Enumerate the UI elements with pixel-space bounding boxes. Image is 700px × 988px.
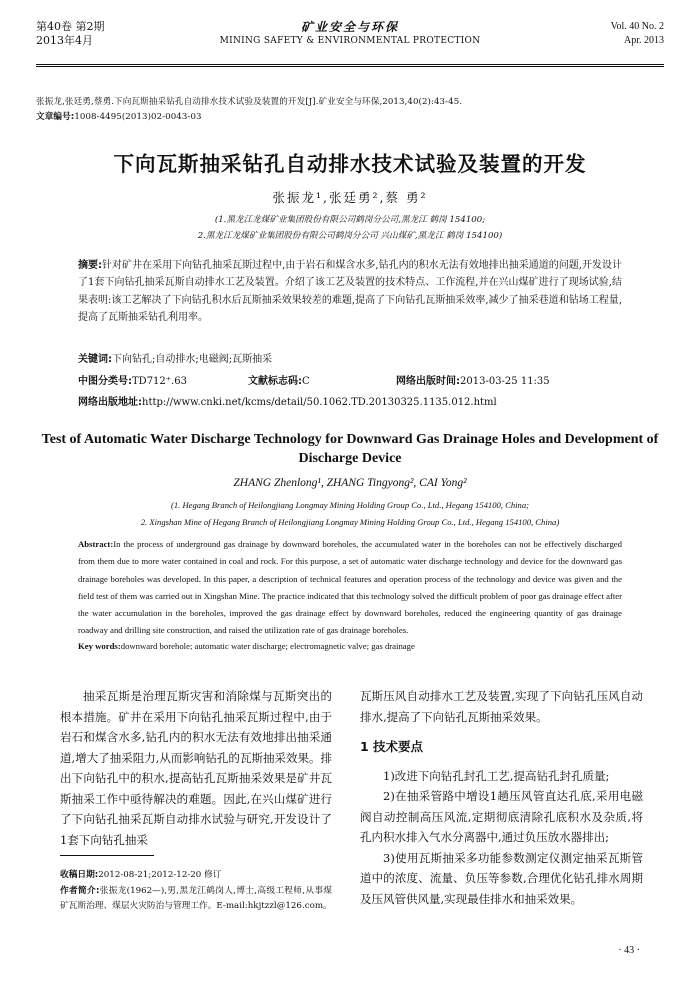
page-number: · 43 · [618, 945, 640, 956]
list-item: 1)改进下向钻孔封孔工艺,提高钻孔封孔质量; [383, 768, 610, 783]
date-en: Apr. 2013 [624, 35, 664, 46]
affiliation-cn-2: 2.黑龙江龙煤矿业集团股份有限公司鹤岗分公司 兴山煤矿,黑龙江 鹤岗 154100) [197, 231, 503, 241]
volume-cn: 第40卷 第2期 [36, 20, 105, 33]
citation-ref: 张振龙,张廷勇,蔡勇.下向瓦斯抽采钻孔自动排水技术试验及装置的开发[J].矿业安全与环保,2013,40(2):43-45. [36, 97, 463, 107]
bio-text: 张振龙(1962—),男,黑龙江鹤岗人,博士,高级工程师,从事煤矿瓦斯治理、煤层火灾防治与管理工作。E-mail:hkjtzzl@126.com。 [60, 885, 332, 911]
journal-name-en: MINING SAFETY & ENVIRONMENTAL PROTECTION [219, 36, 481, 46]
clc-value: TD712⁺.63 [132, 376, 187, 387]
keywords-en-text: downward borehole; automatic water discharge; electromagnetic valve; gas drainage [120, 641, 415, 651]
affiliation-en-1: (1. Hegang Branch of Heilongjiang Longmay Mining Holding Group Co., Ltd., Hegang 154100, China; [171, 500, 529, 510]
online-address [78, 393, 497, 408]
article-number-value: 1008-4495(2013)02-0043-03 [74, 112, 202, 122]
footnote-divider [60, 855, 154, 856]
list-item: 2)在抽采管路中增设1趟压风管直达孔底,采用电磁阀自动控制高压风流,定期彻底清除孔底积水及杂质,将孔内积水排入气水分离器中,通过负压放水器排出; [360, 789, 643, 844]
document-code [248, 372, 310, 387]
abstract-en [78, 536, 622, 640]
date-cn: 2013年4月 [36, 34, 93, 47]
keywords-en [78, 641, 415, 651]
received-value: 2012-08-21;2012-12-20 修订 [98, 870, 222, 880]
paper-title-cn: 下向瓦斯抽采钻孔自动排水技术试验及装置的开发 [113, 152, 587, 176]
abstract-en-text: In the process of underground gas drainage by downward boreholes, the accumulated water in the boreholes can not be effectively discharged from them due to more water contained in coal and rock. For this purpose, a set of automatic water discharge technology and device for the downward gas drainage boreholes was developed. In this paper, a description of technical features and operation process of the technology and device was given and the field test of them was carried out in Xingshan Mine. The practice indicated that this technology solved the difficult problem of poor gas drainage effect after the water accumulation in the boreholes, improved the gas drainage effect by downward boreholes, reduced the engineering quantity of gas drainage roadway and drilling site construction, and raised the utilization rate of gas drainage boreholes. [78, 539, 622, 636]
received-date [60, 868, 332, 884]
body-left-column [60, 686, 332, 850]
header-center [36, 20, 664, 48]
pub-time-value: 2013-03-25 11:35 [460, 376, 550, 387]
keywords-cn-text: 下向钻孔;自动排水;电磁阀;瓦斯抽采 [112, 354, 273, 365]
abstract-cn [78, 257, 622, 326]
abstract-cn-text: 针对矿井在采用下向钻孔抽采瓦斯过程中,由于岩石和煤含水多,钻孔内的积水无法有效地排出抽采通道的问题,开发设计了1套下向钻孔抽采瓦斯自动排水工艺及装置。介绍了该工艺及装置的技术特点、工作流程,并在兴山煤矿进行了现场试验,结果表明:该工艺解决了下向钻孔积水后瓦斯抽采效果较差的难题,提高了下向钻孔瓦斯抽采效率,减少了抽采巷道和钻场工程量,提高了瓦斯抽采钻孔利用率。 [78, 260, 622, 323]
url-label: 网络出版地址: [78, 397, 142, 408]
body-paragraph-continued: 瓦斯压风自动排水工艺及装置,实现了下向钻孔压风自动排水,提高了下向钻孔瓦斯抽采效果。 [360, 689, 643, 724]
affiliation-en-2: 2. Xingshan Mine of Hegang Branch of Heilongjiang Longmay Mining Holding Group Co., Ltd., Hegang 154100, China) [140, 517, 560, 527]
body-right-column [360, 686, 643, 909]
author-bio [60, 884, 332, 915]
journal-name-cn: 矿业安全与环保 [300, 20, 399, 34]
keywords-cn [78, 350, 272, 365]
affiliation-cn-1: (1.黑龙江龙煤矿业集团股份有限公司鹤岗分公司,黑龙江 鹤岗 154100; [214, 215, 486, 225]
paper-title-en: Test of Automatic Water Discharge Technology for Downward Gas Drainage Holes and Development of Discharge Device [41, 432, 659, 466]
citation-block [36, 95, 664, 125]
article-number [36, 110, 664, 125]
online-publish-time [396, 372, 550, 387]
received-label: 收稿日期: [60, 870, 99, 880]
doc-code-value: C [302, 376, 310, 387]
article-number-label: 文章编号: [36, 112, 75, 122]
section-heading: 1 技术要点 [360, 739, 424, 754]
keywords-cn-label: 关键词: [78, 354, 112, 365]
footnote [60, 868, 332, 915]
body-paragraph: 抽采瓦斯是治理瓦斯灾害和消除煤与瓦斯突出的根本措施。矿井在采用下向钻孔抽采瓦斯过程中,由于岩石和煤含水多,钻孔内的积水无法有效地排出抽采通道,增大了抽采阻力,从而影响钻孔的瓦斯抽采效果。排出下向钻孔中的积水,提高钻孔瓦斯抽采效果是矿井瓦斯抽采工作中亟待解决的难题。因此,在兴山煤矿进行了下向钻孔抽采瓦斯自动排水试验与研究,开发设计了1套下向钻孔抽采 [60, 689, 332, 847]
list-item: 3)使用瓦斯抽采多功能参数测定仪测定抽采瓦斯管道中的浓度、流量、负压等参数,合理优化钻孔排水周期及压风管供风量,实现最佳排水和抽采效果。 [360, 850, 643, 906]
url-link[interactable]: http://www.cnki.net/kcms/detail/50.1062.TD.20130325.1135.012.html [142, 397, 497, 408]
doc-code-label: 文献标志码: [248, 376, 302, 387]
running-header [36, 20, 664, 64]
keywords-en-label: Key words: [78, 641, 121, 651]
clc-label: 中图分类号: [78, 376, 132, 387]
authors-en: ZHANG Zhenlong¹, ZHANG Tingyong², CAI Yong² [233, 477, 467, 489]
abstract-en-label: Abstract: [78, 539, 114, 549]
pub-time-label: 网络出版时间: [396, 376, 460, 387]
header-divider [36, 64, 664, 67]
abstract-cn-label: 摘要: [78, 260, 103, 271]
bio-label: 作者简介: [60, 885, 100, 896]
clc-number [78, 372, 187, 387]
volume-en: Vol. 40 No. 2 [610, 21, 664, 32]
header-right [611, 20, 664, 48]
authors-cn: 张振龙¹,张廷勇²,蔡 勇² [272, 190, 428, 205]
